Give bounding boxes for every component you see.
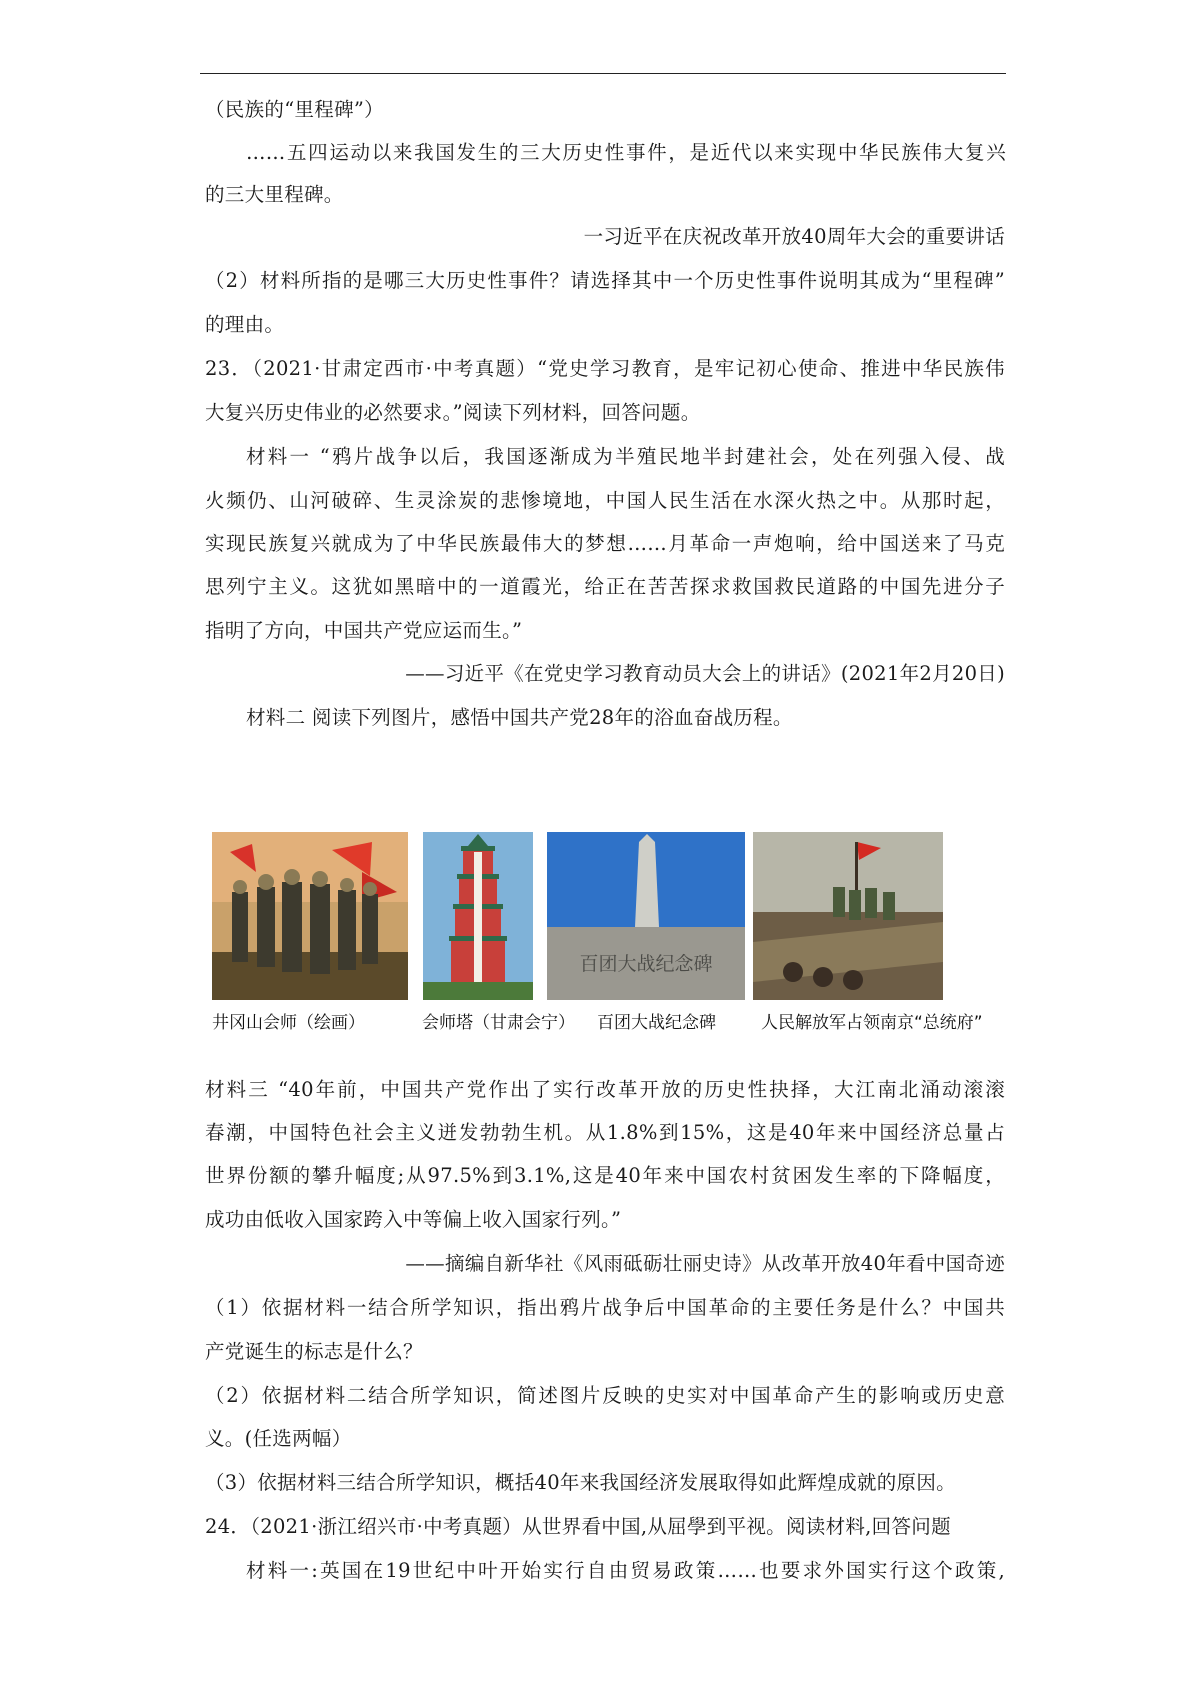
material-line: 材料二 阅读下列图片，感悟中国共产党28年的浴血奋战历程。 xyxy=(246,706,793,729)
material-line: 春潮，中国特色社会主义迸发勃勃生机。从1.8%到15%，这是40年来中国经济总量占 xyxy=(205,1121,1005,1144)
picture-caption: 会师塔（甘肃会宁） xyxy=(422,1013,575,1033)
painting-icon xyxy=(753,832,943,1000)
question-line: 义。(任选两幅） xyxy=(205,1427,352,1450)
material-line: 指明了方向，中国共产党应运而生。” xyxy=(205,619,523,642)
material-line: 世界份额的攀升幅度;从97.5%到3.1%,这是40年来中国农村贫困发生率的下降幅度， xyxy=(205,1164,1005,1187)
question-title-24: 24．（2021·浙江绍兴市·中考真题）从世界看中国,从屈學到平视。阅读材料,回答问题 xyxy=(205,1515,951,1538)
material-line: 成功由低收入国家跨入中等偏上收入国家行列。” xyxy=(205,1208,622,1231)
citation-line: ——摘编自新华社《风雨砥砺壮丽史诗》从改革开放40年看中国奇迹 xyxy=(405,1252,1005,1275)
citation-line: ——习近平《在党史学习教育动员大会上的讲话》(2021年2月20日) xyxy=(405,662,1005,685)
picture-strip xyxy=(212,832,1012,1032)
picture-jinggangshan xyxy=(212,832,408,1000)
monument-icon xyxy=(547,832,745,1000)
question-line: （3）依据材料三结合所学知识，概括40年来我国经济发展取得如此辉煌成就的原因。 xyxy=(205,1471,956,1494)
picture-caption: 人民解放军占领南京“总统府” xyxy=(761,1013,983,1033)
question-line: 的理由。 xyxy=(205,313,285,336)
material-line: 材料三 “40年前，中国共产党作出了实行改革开放的历史性抉择，大江南北涌动滚滚 xyxy=(205,1078,1005,1101)
pagoda-icon xyxy=(423,832,533,1000)
question-line: 大复兴历史伟业的必然要求。”阅读下列材料，回答问题。 xyxy=(205,401,701,424)
picture-huishi-tower xyxy=(423,832,533,1000)
picture-caption: 井冈山会师（绘画） xyxy=(212,1013,365,1033)
monument-inscription: 百团大战纪念碑 xyxy=(579,953,713,975)
picture-caption: 百团大战纪念碑 xyxy=(597,1013,716,1033)
question-line: （2）依据材料二结合所学知识，简述图片反映的史实对中国革命产生的影响或历史意 xyxy=(205,1384,1005,1407)
material-line: 材料一 “鸦片战争以后，我国逐渐成为半殖民地半封建社会，处在列强入侵、战 xyxy=(246,445,1005,468)
text-line: （民族的“里程碑”） xyxy=(205,98,384,121)
material-line: 思列宁主义。这犹如黑暗中的一道霞光，给正在苦苦探求救国救民道路的中国先进分子 xyxy=(205,575,1005,598)
question-line: （1）依据材料一结合所学知识，指出鸦片战争后中国革命的主要任务是什么？中国共 xyxy=(205,1296,1005,1319)
material-line: 火频仍、山河破碎、生灵涂炭的悲惨境地，中国人民生活在水深火热之中。从那时起， xyxy=(205,489,1005,512)
material-line: 实现民族复兴就成为了中华民族最伟大的梦想……月革命一声炮响，给中国送来了马克 xyxy=(205,532,1005,555)
question-line: （2）材料所指的是哪三大历史性事件？请选择其中一个历史性事件说明其成为“里程碑” xyxy=(205,269,1005,292)
header-rule xyxy=(200,73,1006,74)
material-line: 材料一:英国在19世纪中叶开始实行自由贸易政策……也要求外国实行这个政策, xyxy=(246,1559,1005,1582)
picture-baituan-monument xyxy=(547,832,745,1000)
question-line: 产党诞生的标志是什么？ xyxy=(205,1340,423,1363)
citation-line: 一习近平在庆祝改革开放40周年大会的重要讲话 xyxy=(583,225,1005,248)
text-line: 的三大里程碑。 xyxy=(205,183,344,206)
question-title-23: 23．（2021·甘肃定西市·中考真题）“党史学习教育，是牢记初心使命、推进中华民族伟 xyxy=(205,357,1005,380)
picture-nanjing xyxy=(753,832,943,1000)
painting-icon xyxy=(212,832,408,1000)
text-line: ……五四运动以来我国发生的三大历史性事件，是近代以来实现中华民族伟大复兴 xyxy=(246,141,1006,164)
